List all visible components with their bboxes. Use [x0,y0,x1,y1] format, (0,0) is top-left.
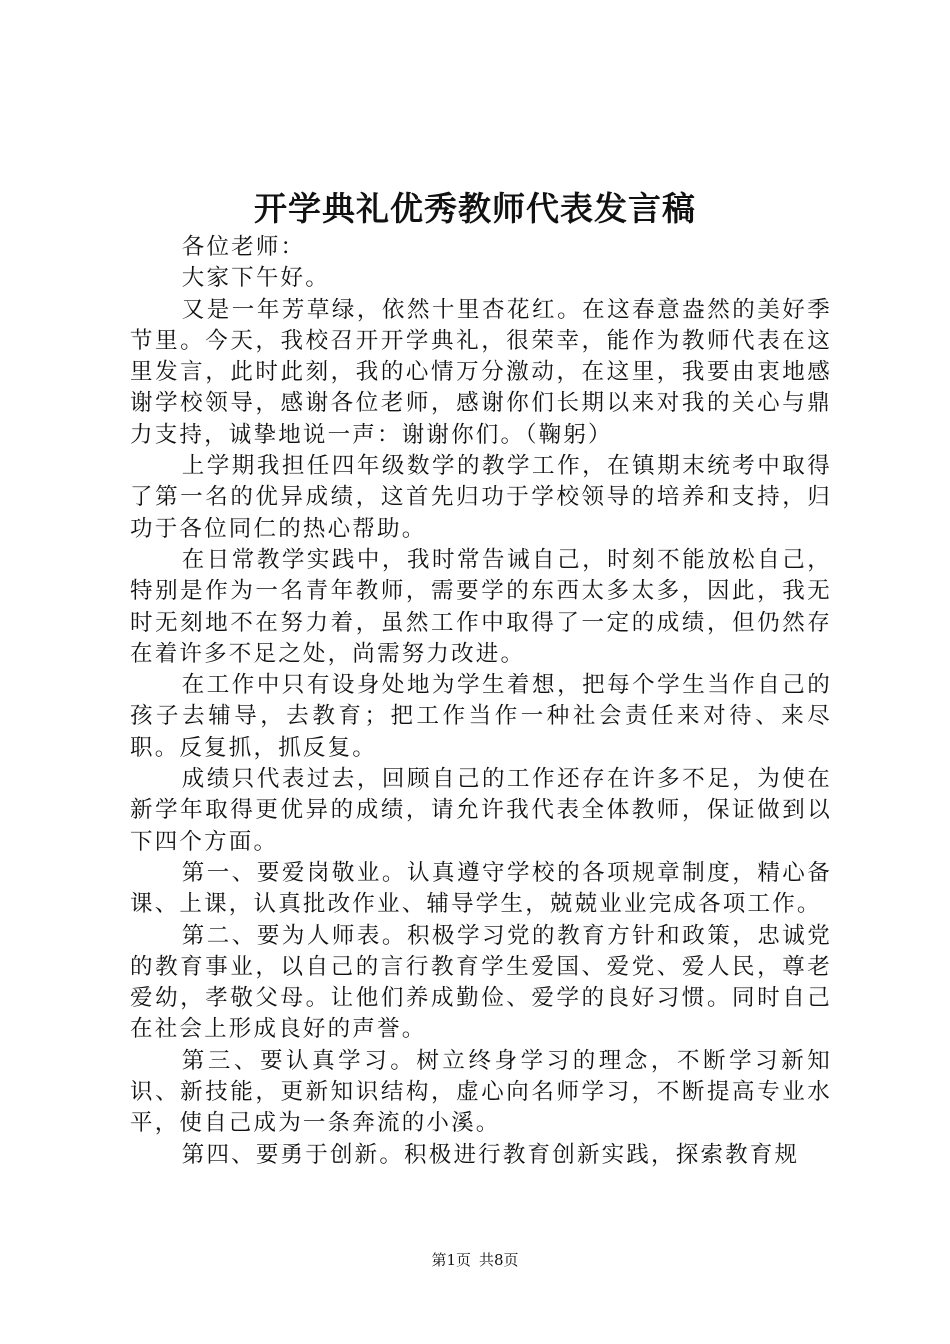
page-total: 共8页 [479,1251,519,1269]
page-footer [0,1250,950,1270]
paragraph: 在工作中只有设身处地为学生着想，把每个学生当作自己的孩子去辅导，去教育；把工作当作一种社会责任来对待、来尽职。反复抓，抓反复。 [130,672,832,761]
paragraph: 在日常教学实践中，我时常告诫自己，时刻不能放松自己，特别是作为一名青年教师，需要学的东西太多太多，因此，我无时无刻地不在努力着，虽然工作中取得了一定的成绩，但仍然存在着许多不足之处，尚需努力改进。 [130,546,832,667]
paragraph: 第一、要爱岗敬业。认真遵守学校的各项规章制度，精心备课、上课，认真批改作业、辅导学生，兢兢业业完成各项工作。 [130,859,832,918]
paragraph: 又是一年芳草绿，依然十里杏花红。在这春意盎然的美好季节里。今天，我校召开开学典礼，很荣幸，能作为教师代表在这里发言，此时此刻，我的心情万分激动，在这里，我要由衷地感谢学校领导，感谢各位老师，感谢你们长期以来对我的关心与鼎力支持，诚挚地说一声：谢谢你们。（鞠躬） [130,296,832,448]
paragraph: 上学期我担任四年级数学的教学工作，在镇期末统考中取得了第一名的优异成绩，这首先归功于学校领导的培养和支持，归功于各位同仁的热心帮助。 [130,453,832,542]
paragraph: 第二、要为人师表。积极学习党的教育方针和政策，忠诚党的教育事业，以自己的言行教育学生爱国、爱党、爱人民，尊老爱幼，孝敬父母。让他们养成勤俭、爱学的良好习惯。同时自己在社会上形成良好的声誉。 [130,922,832,1043]
paragraph: 第三、要认真学习。树立终身学习的理念，不断学习新知识、新技能，更新知识结构，虚心向名师学习，不断提高专业水平，使自己成为一条奔流的小溪。 [130,1047,832,1137]
paragraph: 各位老师： [181,234,306,260]
document-body [130,232,832,1171]
document-title: 开学典礼优秀教师代表发言稿 [254,189,696,228]
paragraph: 第四、要勇于创新。积极进行教育创新实践，探索教育规 [181,1141,800,1168]
paragraph: 大家下午好。 [181,265,330,292]
page-number: 第1页 [431,1251,471,1269]
paragraph: 成绩只代表过去，回顾自己的工作还存在许多不足，为使在新学年取得更优异的成绩，请允许我代表全体教师，保证做到以下四个方面。 [130,766,832,855]
